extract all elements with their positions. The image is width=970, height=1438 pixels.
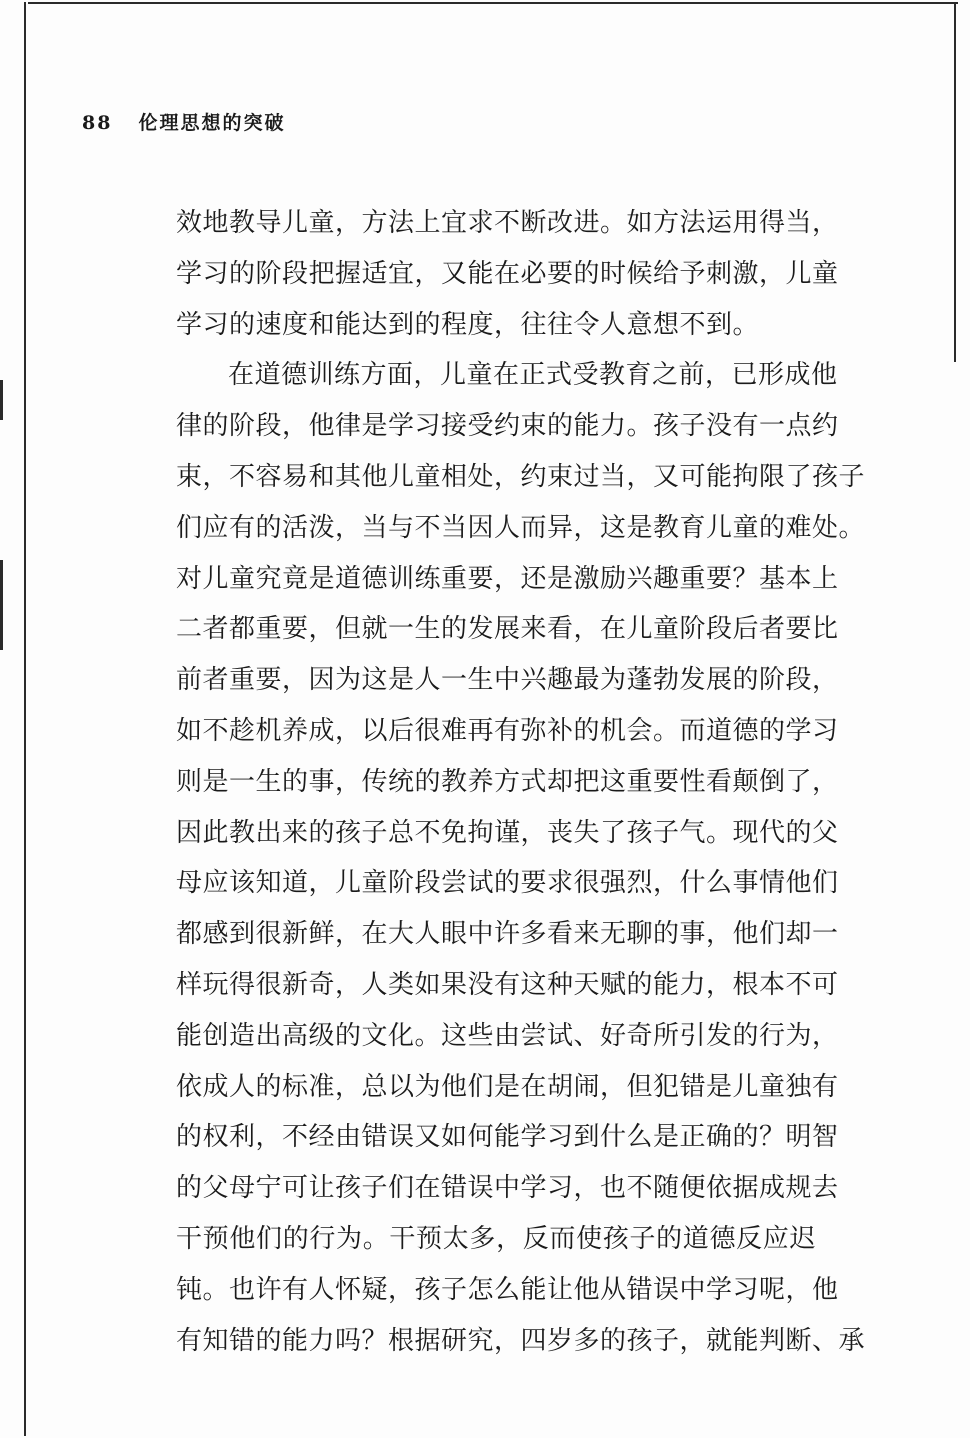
text-line: 前者重要，因为这是人一生中兴趣最为蓬勃发展的阶段， [176,665,839,696]
scan-edge-mark [0,560,3,650]
text-line: 有知错的能力吗？根据研究，四岁多的孩子，就能判断、承 [176,1325,866,1356]
running-header [82,108,285,135]
scan-border-left [24,2,26,1436]
page-number: 88 [82,112,113,134]
text-line: 钝。也许有人怀疑，孩子怎么能让他从错误中学习呢，他 [176,1274,839,1305]
text-line: 学习的速度和能达到的程度，往往令人意想不到。 [176,309,760,340]
text-line: 二者都重要，但就一生的发展来看，在儿童阶段后者要比 [176,614,839,645]
text-line: 的权利，不经由错误又如何能学习到什么是正确的？明智 [176,1122,839,1153]
body-text [176,204,866,1372]
text-line: 则是一生的事，传统的教养方式却把这重要性看颠倒了， [176,766,839,797]
book-title: 伦理思想的突破 [138,112,286,134]
text-line: 干预他们的行为。干预太多，反而使孩子的道德反应迟 [176,1223,816,1254]
scan-border-top [28,2,958,4]
text-line: 束，不容易和其他儿童相处，约束过当，又可能拘限了孩子 [176,461,866,492]
scan-edge-mark [0,380,3,420]
text-line: 律的阶段，他律是学习接受约束的能力。孩子没有一点约 [176,411,839,442]
text-line: 样玩得很新奇，人类如果没有这种天赋的能力，根本不可 [176,969,839,1000]
text-line: 如不趁机养成，以后很难再有弥补的机会。而道德的学习 [176,715,839,746]
text-line: 对儿童究竟是道德训练重要，还是激励兴趣重要？基本上 [176,563,839,594]
scan-border-right [954,2,956,362]
text-line: 学习的阶段把握适宜，又能在必要的时候给予刺激，儿童 [176,258,839,289]
text-line: 母应该知道，儿童阶段尝试的要求很强烈，什么事情他们 [176,868,839,899]
text-line: 因此教出来的孩子总不免拘谨，丧失了孩子气。现代的父 [176,817,839,848]
text-line: 的父母宁可让孩子们在错误中学习，也不随便依据成规去 [176,1173,839,1204]
text-line: 依成人的标准，总以为他们是在胡闹，但犯错是儿童独有 [176,1071,839,1102]
text-line: 效地教导儿童，方法上宜求不断改进。如方法运用得当， [176,208,839,238]
text-line: 都感到很新鲜，在大人眼中许多看来无聊的事，他们却一 [176,919,839,950]
text-line: 们应有的活泼，当与不当因人而异，这是教育儿童的难处。 [176,512,866,543]
text-line: 在道德训练方面，儿童在正式受教育之前，已形成他 [228,360,838,391]
text-line: 能创造出高级的文化。这些由尝试、好奇所引发的行为， [176,1020,839,1051]
